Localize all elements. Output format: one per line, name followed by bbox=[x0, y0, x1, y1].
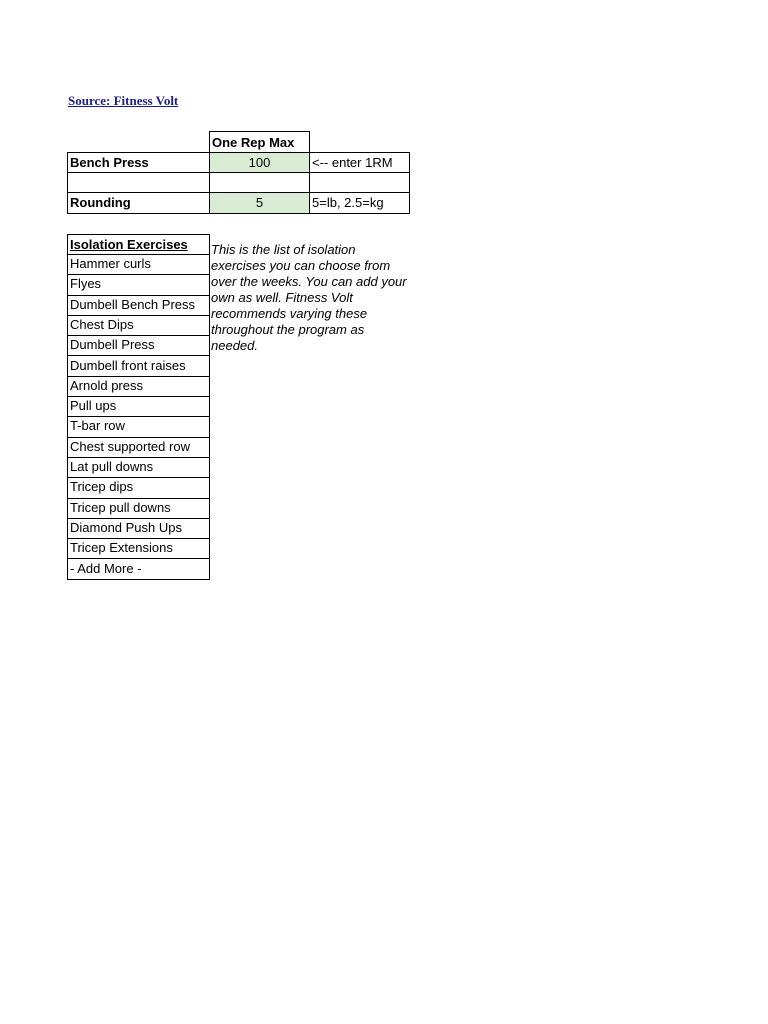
bench-press-hint: <-- enter 1RM bbox=[309, 152, 410, 173]
isolation-exercise-item[interactable]: Dumbell Press bbox=[67, 335, 210, 356]
isolation-exercise-item[interactable]: Pull ups bbox=[67, 396, 210, 417]
isolation-exercise-item[interactable]: - Add More - bbox=[67, 559, 210, 580]
isolation-note: This is the list of isolation exercises you can choose from over the weeks. You can add your own as well. Fitness Volt recommends varying these throughout the program as needed. bbox=[211, 242, 407, 353]
source-link[interactable]: Source: Fitness Volt bbox=[68, 93, 179, 108]
isolation-exercise-item[interactable]: Chest Dips bbox=[67, 315, 210, 336]
bench-press-label: Bench Press bbox=[67, 152, 210, 173]
bench-press-input[interactable]: 100 bbox=[209, 152, 310, 173]
one-rep-max-header: One Rep Max bbox=[209, 131, 310, 153]
isolation-exercise-item[interactable]: Hammer curls bbox=[67, 254, 210, 275]
isolation-exercise-item[interactable]: Arnold press bbox=[67, 376, 210, 397]
isolation-exercise-item[interactable]: Chest supported row bbox=[67, 437, 210, 458]
isolation-exercise-item[interactable]: Lat pull downs bbox=[67, 457, 210, 478]
rounding-hint: 5=lb, 2.5=kg bbox=[309, 192, 410, 214]
isolation-exercise-item[interactable]: Dumbell Bench Press bbox=[67, 295, 210, 316]
isolation-exercises-header: Isolation Exercises bbox=[67, 234, 210, 255]
isolation-exercise-item[interactable]: Dumbell front raises bbox=[67, 356, 210, 377]
isolation-exercise-item[interactable]: Flyes bbox=[67, 274, 210, 295]
empty-cell-right bbox=[309, 172, 410, 193]
isolation-exercise-item[interactable]: Diamond Push Ups bbox=[67, 518, 210, 539]
isolation-exercise-item[interactable]: Tricep Extensions bbox=[67, 538, 210, 559]
isolation-exercise-item[interactable]: Tricep pull downs bbox=[67, 498, 210, 519]
isolation-exercise-item[interactable]: Tricep dips bbox=[67, 477, 210, 498]
rounding-label: Rounding bbox=[67, 192, 210, 214]
empty-cell-mid bbox=[209, 172, 310, 193]
isolation-exercise-item[interactable]: T-bar row bbox=[67, 416, 210, 437]
empty-cell-left bbox=[67, 172, 210, 193]
rounding-input[interactable]: 5 bbox=[209, 192, 310, 214]
